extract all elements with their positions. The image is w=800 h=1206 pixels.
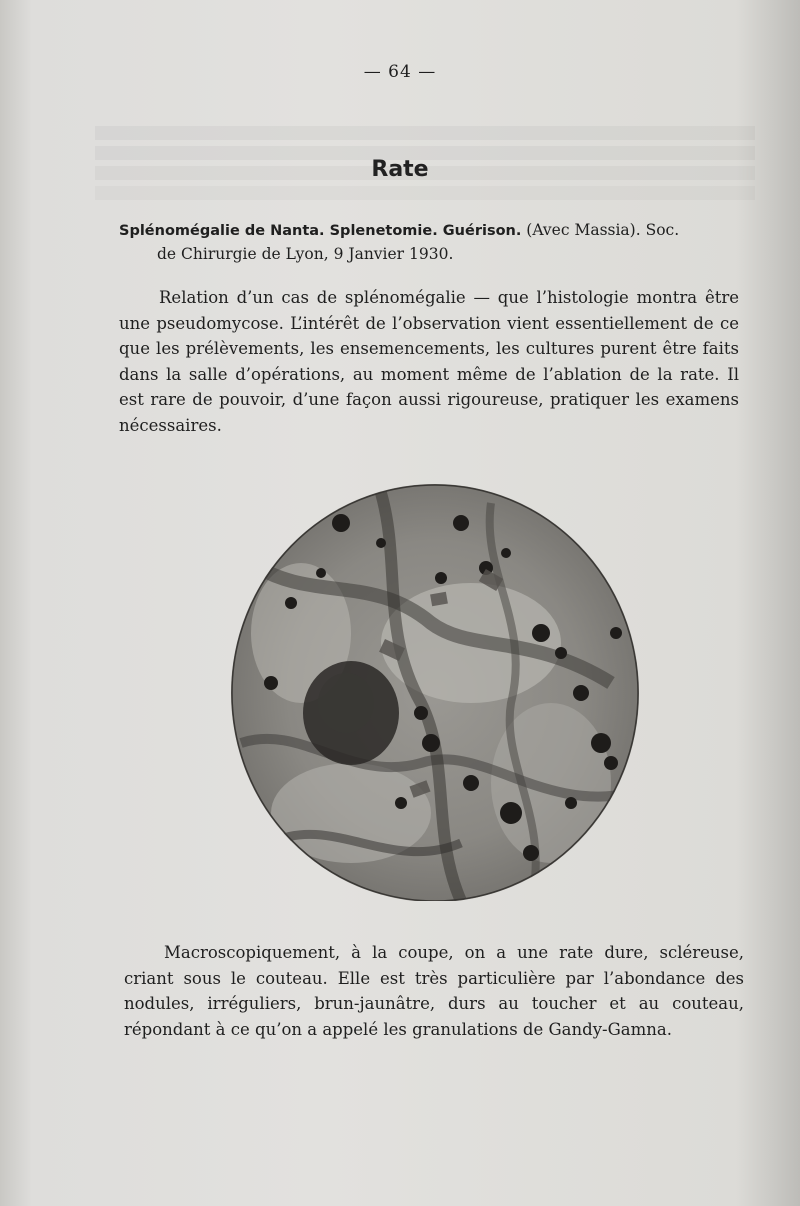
reference-title: Splénomégalie de Nanta. Splenetomie. Guérison. [119, 223, 522, 239]
paragraph-text: Relation d’un cas de splénomégalie — que l’histologie montra être une pseudomycose. L’intérêt de l’observation vient essentiellement de ce que les prélèvements, les ensemencements, les cultures purent être faits dans la salle d’opérations, au moment même de l’ablation de la rate. Il est rare de pouvoir, d’une façon aussi rigoureuse, pratiquer les examens nécessaires. [119, 288, 739, 435]
paragraph-observation [119, 285, 739, 438]
micrograph-image [231, 483, 639, 901]
section-title: Rate [371, 157, 429, 182]
reference-source-line: de Chirurgie de Lyon, 9 Janvier 1930. [157, 245, 454, 263]
reference-authors-source: (Avec Massia). Soc. [521, 221, 680, 239]
paragraph-macroscopy [124, 940, 744, 1042]
paragraph-text: Macroscopiquement, à la coupe, on a une rate dure, scléreuse, criant sous le couteau. Elle est très particulière par l’abondance des nodules, irréguliers, brun-jaunâtre, durs au toucher et au couteau, répondant à ce qu’on a appelé les granulations de Gandy-Gamna. [124, 943, 744, 1039]
page-number: — 64 — [363, 62, 437, 82]
bibliographic-reference [119, 219, 739, 266]
